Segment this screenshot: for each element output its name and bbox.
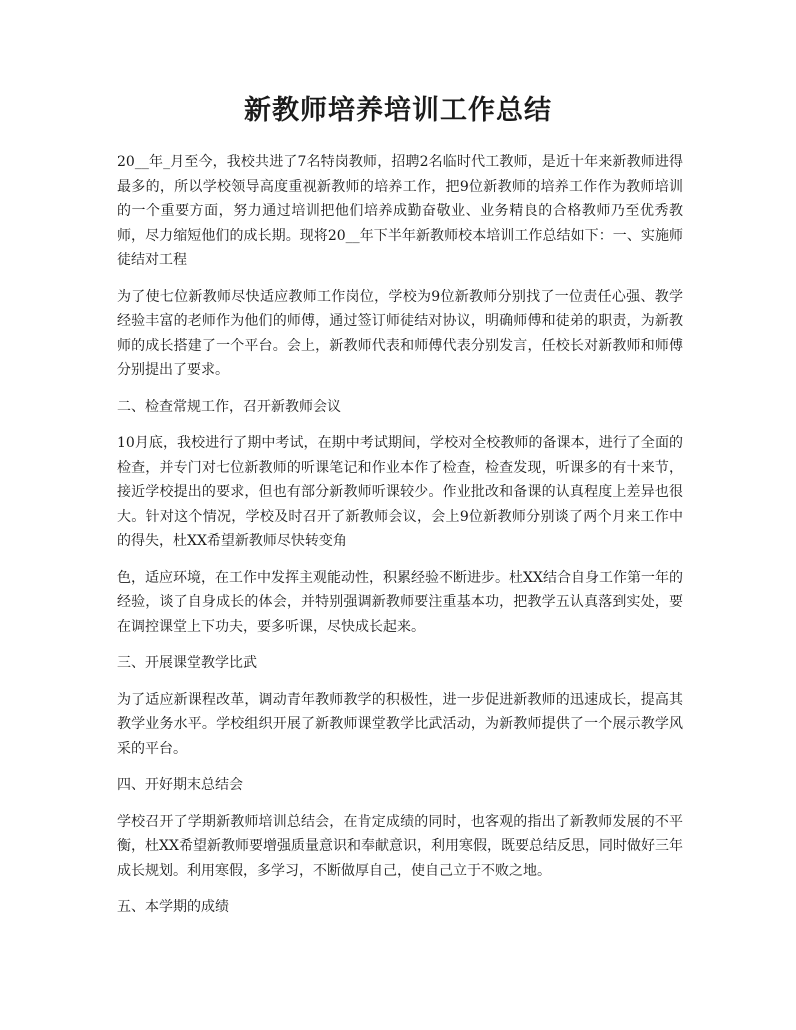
section-heading-achievements: 五、本学期的成绩	[117, 899, 229, 915]
section-heading-term-summary: 四、开好期末总结会	[117, 777, 243, 793]
paragraph-mentorship: 为了使七位新教师尽快适应教师工作岗位，学校为9位新教师分别找了一位责任心强、教学经验丰富的老师作为他们的师傅，通过签订师徒结对协议，明确师傅和徒弟的职责，为新教师的成长搭建了一个平台。会上，新教师代表和师傅代表分别发言，任校长对新教师和师傅分别提出了要求。	[117, 288, 683, 378]
paragraph-role-adaptation: 色，适应环境，在工作中发挥主观能动性，积累经验不断进步。杜XX结合自身工作第一年的经验，谈了自身成长的体会，并特别强调新教师要注重基本功，把教学五认真落到实处，要在调控课堂上下功夫，要多听课，尽快成长起来。	[117, 569, 683, 635]
paragraph-midterm-check: 10月底，我校进行了期中考试，在期中考试期间，学校对全校教师的备课本，进行了全面的检查，并专门对七位新教师的听课笔记和作业本作了检查，检查发现，听课多的有十来节，接近学校提出的要求，但也有部分新教师听课较少。作业批改和备课的认真程度上差异也很大。针对这个情况，学校及时召开了新教师会议，会上9位新教师分别谈了两个月来工作中的得失，杜XX希望新教师尽快转变角	[117, 435, 683, 549]
paragraph-intro: 20__年_月至今，我校共进了7名特岗教师，招聘2名临时代工教师，是近十年来新教师进得最多的，所以学校领导高度重视新教师的培养工作，把9位新教师的培养工作作为教师培训的一个重要方面，努力通过培训把他们培养成勤奋敬业、业务精良的合格教师乃至优秀教师，尽力缩短他们的成长期。现将20__年下半年新教师校本培训工作总结如下：一、实施师徒结对工程	[117, 154, 683, 268]
section-heading-teaching-contest: 三、开展课堂教学比武	[117, 655, 257, 671]
document-title: 新教师培养培训工作总结	[244, 95, 552, 126]
paragraph-teaching-contest: 为了适应新课程改革，调动青年教师教学的积极性，进一步促进新教师的迅速成长，提高其教学业务水平。学校组织开展了新教师课堂教学比武活动，为新教师提供了一个展示教学风采的平台。	[117, 691, 683, 757]
paragraph-term-summary: 学校召开了学期新教师培训总结会，在肯定成绩的同时，也客观的指出了新教师发展的不平衡，杜XX希望新教师要增强质量意识和奉献意识，利用寒假，既要总结反思，同时做好三年成长规划。利用寒假，多学习，不断做厚自己，使自己立于不败之地。	[117, 813, 683, 879]
document-body	[117, 150, 683, 932]
section-heading-routine-check: 二、检查常规工作，召开新教师会议	[117, 398, 341, 415]
